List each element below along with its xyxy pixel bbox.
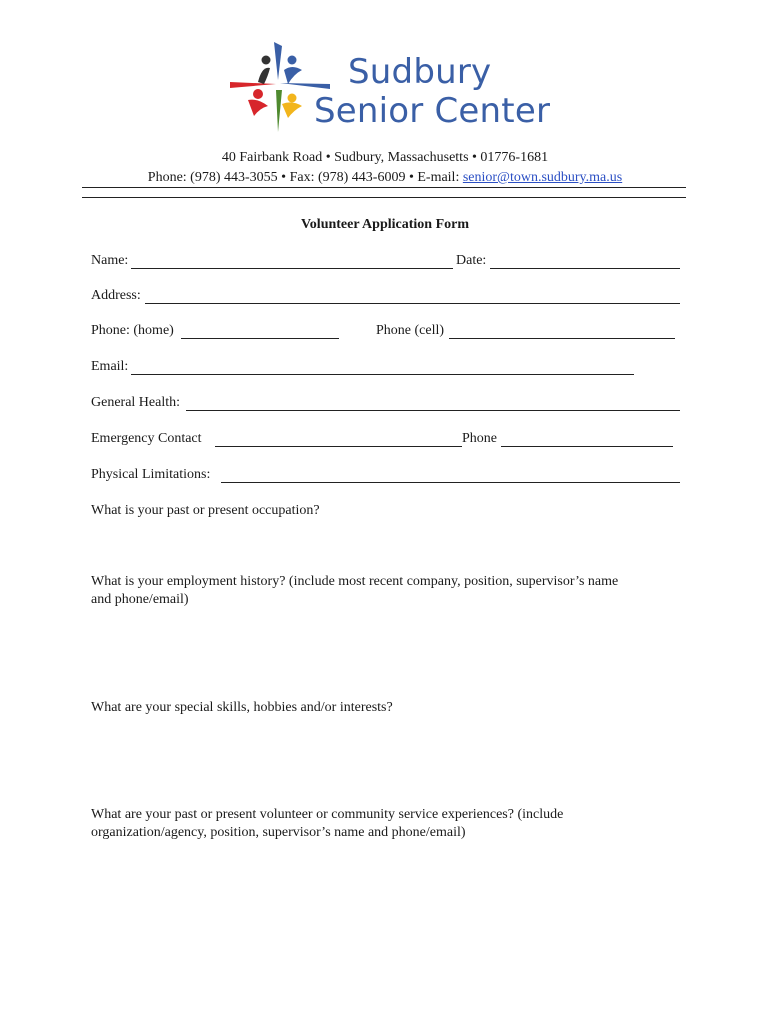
physical-limitations-label: Physical Limitations: (91, 467, 211, 482)
name-field-line[interactable] (131, 268, 453, 269)
form-title: Volunteer Application Form (300, 217, 469, 232)
logo-text-senior-center: Senior Center (314, 91, 551, 131)
question-volunteer-line2: organization/agency, position, supervisor’s name and phone/email) (91, 825, 466, 840)
name-label: Name: (91, 253, 129, 268)
emergency-phone-label: Phone (462, 431, 497, 446)
email-link[interactable]: senior@town.sudbury.ma.us (462, 170, 623, 185)
phone-home-label: Phone: (home) (91, 323, 174, 338)
date-label: Date: (456, 253, 487, 268)
physical-limitations-field-line[interactable] (221, 482, 680, 483)
logo-text-sudbury: Sudbury (348, 52, 492, 92)
question-occupation: What is your past or present occupation? (91, 503, 320, 518)
question-employment-line1: What is your employment history? (include most recent company, position, supervisor’s name (91, 574, 619, 589)
contact-line (0, 170, 770, 186)
header-divider-bottom (82, 197, 686, 198)
general-health-label: General Health: (91, 395, 181, 410)
general-health-field-line[interactable] (186, 410, 680, 411)
address-line: 40 Fairbank Road • Sudbury, Massachusetts • 01776-1681 (221, 150, 549, 165)
emergency-phone-field-line[interactable] (501, 446, 673, 447)
question-volunteer-experience (91, 806, 691, 842)
phone-cell-field-line[interactable] (449, 338, 675, 339)
phone-cell-label: Phone (cell) (376, 323, 445, 338)
question-employment-line2: and phone/email) (91, 592, 189, 607)
email-field-line[interactable] (131, 374, 634, 375)
emergency-contact-field-line[interactable] (215, 446, 462, 447)
question-volunteer-line1: What are your past or present volunteer or community service experiences? (include (91, 807, 564, 822)
contact-phone-fax: Phone: (978) 443-3055 • Fax: (978) 443-6009 • E-mail: (147, 170, 463, 185)
address-label: Address: (91, 288, 141, 303)
sudbury-senior-center-logo (222, 40, 551, 136)
phone-home-field-line[interactable] (181, 338, 339, 339)
address-field-line[interactable] (145, 303, 680, 304)
emergency-contact-label: Emergency Contact (91, 431, 202, 446)
email-label: Email: (91, 359, 129, 374)
question-employment-history (91, 573, 691, 609)
question-skills: What are your special skills, hobbies and/or interests? (91, 700, 393, 715)
date-field-line[interactable] (490, 268, 680, 269)
header-divider-top (82, 187, 686, 188)
